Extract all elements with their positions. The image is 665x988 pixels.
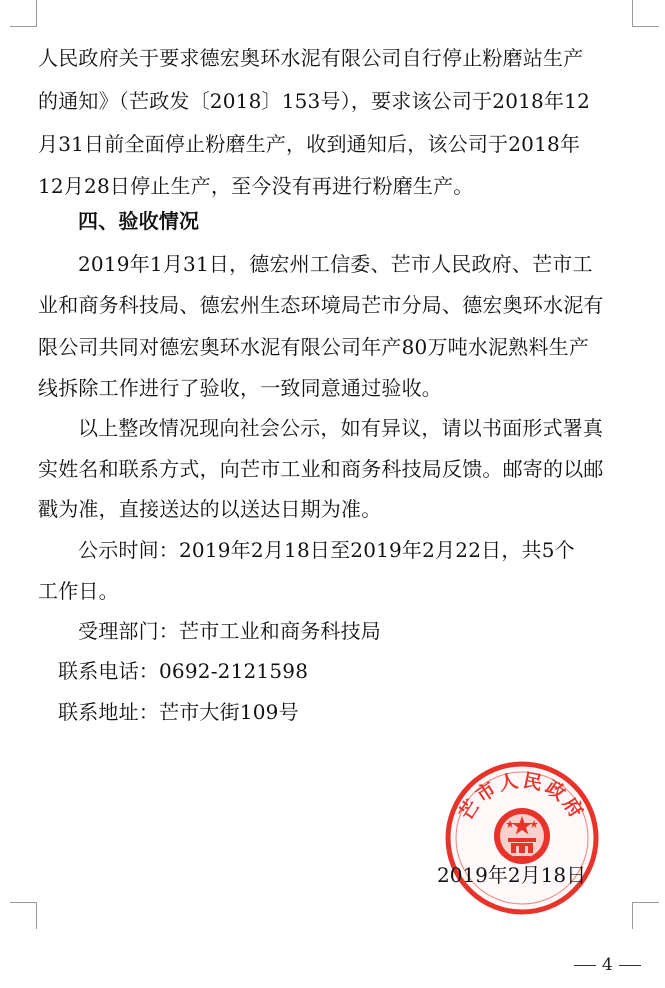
notice-line: 实姓名和联系方式，向芒市工业和商务科技局反馈。邮寄的以邮 (38, 457, 604, 481)
body-line: 月31日前全面停止粉磨生产，收到通知后，该公司于2018年 (38, 132, 581, 156)
crop-mark-bottom-right (632, 902, 659, 929)
dash-right (619, 965, 641, 966)
crop-mark-top-right (632, 0, 659, 27)
period-line: 公示时间：2019年2月18日至2019年2月22日，共5个 (78, 538, 575, 562)
body-line: 人民政府关于要求德宏奥环水泥有限公司自行停止粉磨站生产 (38, 46, 584, 70)
seal-text: 芒市人民政府 (455, 769, 589, 825)
acceptance-line: 限公司共同对德宏奥环水泥有限公司年产80万吨水泥熟料生产 (38, 335, 590, 359)
body-line: 12月28日停止生产，至今没有再进行粉磨生产。 (38, 174, 474, 198)
acceptance-line: 业和商务科技局、德宏州生态环境局芒市分局、德宏奥环水泥有 (38, 293, 604, 317)
acceptance-line: 线拆除工作进行了验收，一致同意通过验收。 (38, 376, 442, 400)
page-number (568, 953, 647, 977)
national-emblem-icon (494, 808, 550, 864)
crop-mark-bottom-left (10, 902, 37, 929)
issue-date: 2019年2月18日 (437, 863, 587, 887)
phone-line: 联系电话：0692-2121598 (58, 659, 309, 683)
department-line: 受理部门：芒市工业和商务科技局 (78, 619, 381, 643)
body-line: 的通知》（芒政发〔2018〕153号），要求该公司于2018年12 (38, 89, 591, 113)
acceptance-line: 2019年1月31日，德宏州工信委、芒市人民政府、芒市工 (78, 252, 593, 276)
address-line: 联系地址：芒市大街109号 (58, 700, 299, 724)
official-seal-stamp (444, 760, 600, 916)
section-heading: 四、验收情况 (78, 209, 200, 233)
notice-line: 以上整改情况现向社会公示，如有异议，请以书面形式署真 (78, 416, 604, 440)
page-number-value: 4 (602, 955, 613, 975)
crop-mark-top-left (10, 0, 37, 27)
period-line: 工作日。 (38, 579, 119, 603)
notice-line: 戳为准，直接送达的以送达日期为准。 (38, 497, 382, 521)
dash-left (574, 965, 596, 966)
